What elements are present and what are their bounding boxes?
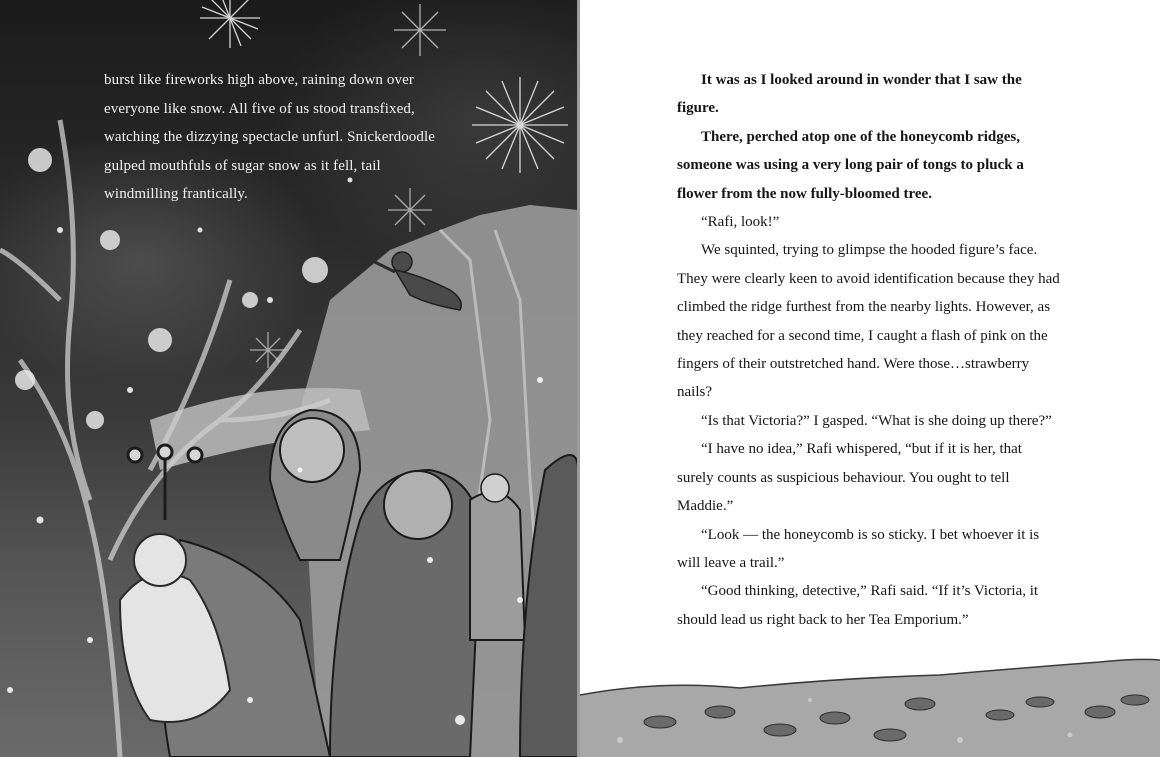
- illustration-text-line: watching the dizzying spectacle unfurl. Snickerdoodle: [104, 129, 436, 146]
- ground-surface: [580, 659, 1160, 757]
- story-paragraph: “Rafi, look!”: [701, 214, 780, 231]
- story-paragraph: We squinted, trying to glimpse the hooded figure’s face. They were clearly keen to avoid identification because they had climbed the ridge furthest from the nearby lights. However, as they reached for a second time, I caught a flash of pink on the fingers of their outstretched hand. Were those…strawberry nails?: [677, 242, 1060, 401]
- small-figure: [470, 492, 525, 640]
- illustration-text-block: [104, 66, 464, 209]
- story-paragraph: “Is that Victoria?” I gasped. “What is she doing up there?”: [701, 412, 1052, 429]
- left-page-illustration: [0, 0, 578, 757]
- story-text-block: [677, 66, 1061, 634]
- illustration-text-line: gulped mouthfuls of sugar snow as it fell, tail: [104, 157, 381, 174]
- story-paragraph: It was as I looked around in wonder that I saw the figure.: [677, 72, 1022, 117]
- story-paragraph: “Look — the honeycomb is so sticky. I bet whoever it is will leave a trail.”: [677, 526, 1040, 571]
- illustration-text-line: everyone like snow. All five of us stood transfixed,: [104, 100, 415, 117]
- footprint-trail-illustration: [580, 640, 1160, 757]
- story-paragraph: There, perched atop one of the honeycomb ridges, someone was using a very long pair of tongs to pluck a flower from the now fully-bloomed tree.: [677, 128, 1024, 202]
- story-paragraph: “Good thinking, detective,” Rafi said. “If it’s Victoria, it should lead us right back to her Tea Emporium.”: [677, 583, 1039, 628]
- illustration-text-line: windmilling frantically.: [104, 186, 248, 203]
- right-page: [580, 0, 1160, 757]
- illustration-text-line: burst like fireworks high above, raining down over: [104, 72, 414, 88]
- story-paragraph: “I have no idea,” Rafi whispered, “but if it is her, that surely counts as suspicious behaviour. You ought to tell Maddie.”: [677, 441, 1022, 515]
